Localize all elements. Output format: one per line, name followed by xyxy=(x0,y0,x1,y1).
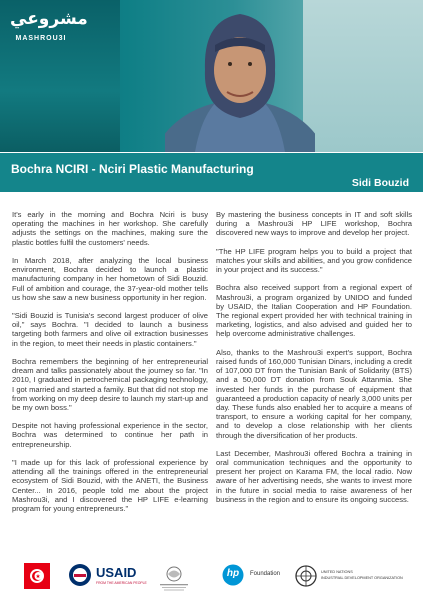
article-title: Bochra NCIRI - Nciri Plastic Manufacturing xyxy=(11,162,254,176)
paragraph: Despite not having professional experience in the sector, Bochra was determined to continue her path in entrepreneurship. xyxy=(12,421,208,449)
usaid-logo xyxy=(68,563,147,593)
hp-foundation-label: Foundation xyxy=(250,571,281,577)
usaid-tagline: FROM THE AMERICAN PEOPLE xyxy=(96,581,147,585)
unido-emblem-icon xyxy=(295,565,317,587)
window-background xyxy=(303,0,423,152)
right-column xyxy=(216,210,412,513)
paragraph: By mastering the business concepts in IT and soft skills during a Mashrou3i HP LIFE workshop, Bochra discovered new ways to improve and develop her project. xyxy=(216,210,412,238)
bochra-portrait xyxy=(165,0,315,152)
paragraph: It's early in the morning and Bochra Nciri is busy operating the machines in her workshop. She carefully adjusts the settings on the machines, making sure the plastic bottles fulfil the customers' needs. xyxy=(12,210,208,247)
italian-cooperation-logo xyxy=(156,565,192,593)
unido-logo xyxy=(295,565,423,593)
usaid-seal-icon xyxy=(68,563,92,587)
tunisia-flag-logo xyxy=(24,563,50,589)
unido-name-line1: UNITED NATIONS xyxy=(321,570,353,574)
paragraph: Bochra remembers the beginning of her entrepreneurial dream and talks passionately about the journey so far. "In 2010, I graduated in petrochemical packaging technology, I got married and started a family. But that did not stop me from working on my deep desire to launch my start-up and be my own boss." xyxy=(12,356,208,412)
unido-name-line2: INDUSTRIAL DEVELOPMENT ORGANIZATION xyxy=(321,576,403,580)
hp-logo-text: hp xyxy=(226,568,240,579)
paragraph: "The HP LIFE program helps you to build a project that matches your skills and abilities, and you grow confidence in your project and its success." xyxy=(216,246,412,275)
paragraph: "Sidi Bouzid is Tunisia's second largest producer of olive oil," says Bochra. "I decided to launch a business targeting both farmers and olive oil extraction businesses in the region, to meet their needs in plastic containers." xyxy=(12,311,208,348)
logo-latin: MASHROU3I xyxy=(15,35,67,42)
usaid-wordmark: USAID xyxy=(96,565,137,580)
paragraph: Bochra also received support from a regional expert of Mashrou3i, a program organized by UNIDO and funded by USAID, the Italian Cooperation and HP Foundation. The regional expert provided her with technical training in marketing, logistics, and also advised and guided her to help overcome administrative challenges. xyxy=(216,283,412,339)
left-column xyxy=(12,210,208,522)
paragraph: Also, thanks to the Mashrou3i expert's support, Bochra raised funds of 160,000 Tunisian Dinars, including a credit of 107,000 DT from the Tunisian Bank of Solidarity (BTS) and a 50,000 DT donation from Souk Attanmia. She invested her funds in the purchase of equipment that guaranteed a production capacity of nearly 3,000 units per day. These funds also enabled her to acquire a means of transport, to ensure a working capital for her company, and to develop a close relationship with her clients through the diversification of her products. xyxy=(216,347,412,440)
paragraph: In March 2018, after analyzing the local business environment, Bochra decided to launch a plastic manufacturing company in her hometown of Sidi Bouzid. Full of ambition and courage, the 37-year-old mother tells us how she saw a new business opportunity in her region. xyxy=(12,255,208,302)
logo-arabic: مشروعي xyxy=(10,9,88,29)
partner-logos xyxy=(0,561,423,601)
title-bar xyxy=(0,153,423,192)
mashrou3i-logo xyxy=(10,9,88,49)
paragraph: "I made up for this lack of professional experience by attending all the trainings offered in the entrepreneurial ecosystem of Sidi Bouzid, with the ANETI, the Business Center... In 2016, people told me about the project Mashrou3i, and I discovered the HP LIFE e-learning program for young entrepreneurs." xyxy=(12,457,208,513)
article-location: Sidi Bouzid xyxy=(351,177,409,189)
hero-photo xyxy=(0,0,423,152)
paragraph: Last December, Mashrou3i offered Bochra a training in oral communication techniques and the opportunity to present her project on Karama FM, the local radio. Now aware of her advertising needs, she wants to invest more in the future in social media to raise awareness of her business in the region and to ensure its ongoing success. xyxy=(216,448,412,504)
